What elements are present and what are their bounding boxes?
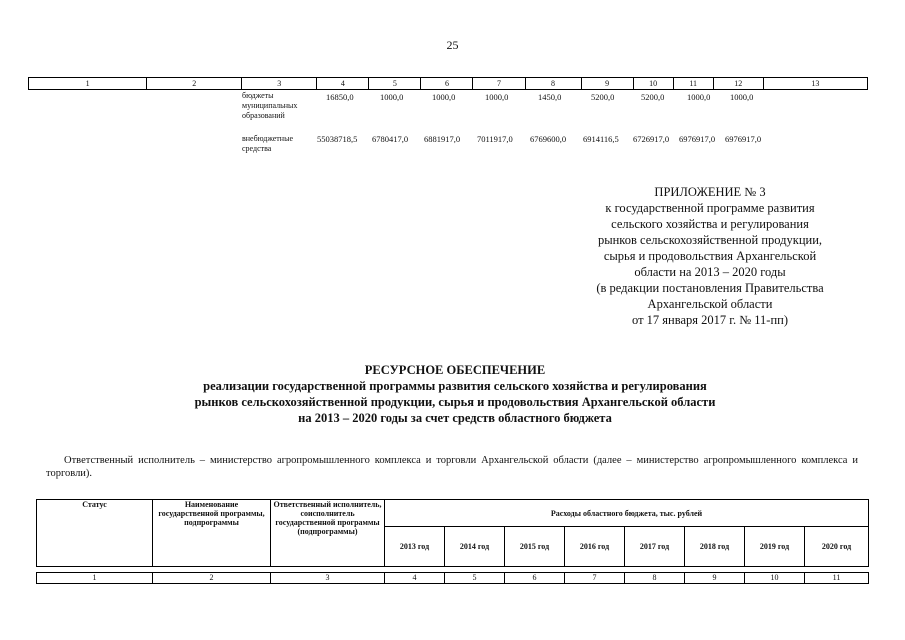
responsible-executor-text: Ответственный исполнитель – министерство агропромышленного комплекса и торговли Архангельской области (далее – министерство агропромышленного комплекса и торговли). (46, 455, 858, 479)
col-number-cell: 1 (29, 78, 147, 90)
table-cell-value: 5200,0 (591, 92, 615, 102)
appendix-line: Архангельской области (647, 297, 773, 311)
col-number-cell: 5 (445, 573, 505, 584)
col-number-cell: 4 (317, 78, 369, 90)
col-number-cell: 7 (565, 573, 625, 584)
table-cell-value: 6780417,0 (372, 134, 409, 144)
header-year: 2014 год (445, 527, 505, 567)
col-number-cell: 2 (153, 573, 271, 584)
col-number-cell: 4 (385, 573, 445, 584)
appendix-line: (в редакции постановления Правительства (596, 281, 824, 295)
table-cell-value: 1000,0 (432, 92, 456, 102)
col-number-cell: 2 (147, 78, 242, 90)
col-number-cell: 12 (713, 78, 763, 90)
table-cell-value: 7011917,0 (477, 134, 513, 144)
col-number-cell: 13 (763, 78, 867, 90)
header-status: Статус (37, 500, 153, 567)
col-number-cell: 10 (633, 78, 673, 90)
table-cell-value: 1450,0 (538, 92, 562, 102)
table-cell-value: 55038718,5 (317, 134, 358, 144)
header-executor: Ответственный исполнитель, соисполнитель государственной программы (подпрограммы) (271, 500, 385, 567)
col-number-cell: 11 (673, 78, 713, 90)
appendix-line: сырья и продовольствия Архангельской (603, 249, 817, 263)
appendix-line: области на 2013 – 2020 годы (634, 265, 786, 279)
table-cell-value: 6976917,0 (725, 134, 762, 144)
appendix-line: рынков сельскохозяйственной продукции, (597, 233, 823, 247)
resource-table-header (36, 499, 869, 567)
col-number-cell: 1 (37, 573, 153, 584)
col-number-cell: 3 (242, 78, 317, 90)
row-label-extrabudgetary: внебюджетные средства (242, 134, 293, 153)
table-cell-value: 6976917,0 (679, 134, 716, 144)
table-cell-value: 6726917,0 (633, 134, 670, 144)
header-year: 2013 год (385, 527, 445, 567)
resource-table-column-numbers (36, 572, 869, 584)
appendix-line: к государственной программе развития (605, 201, 815, 215)
title-line: реализации государственной программы развития сельского хозяйства и регулирования (203, 379, 707, 393)
header-year: 2015 год (505, 527, 565, 567)
header-year: 2018 год (685, 527, 745, 567)
appendix-block (535, 184, 885, 328)
header-year: 2016 год (565, 527, 625, 567)
table-cell-value: 1000,0 (485, 92, 509, 102)
table-cell-value: 6914116,5 (583, 134, 619, 144)
page-number: 25 (446, 38, 459, 52)
col-number-cell: 9 (685, 573, 745, 584)
col-number-cell: 5 (369, 78, 421, 90)
table-cell-value: 6769600,0 (530, 134, 567, 144)
col-number-cell: 6 (505, 573, 565, 584)
col-number-cell: 7 (473, 78, 525, 90)
continuation-table-header (28, 77, 868, 90)
title-line: РЕСУРСНОЕ ОБЕСПЕЧЕНИЕ (364, 363, 546, 377)
title-line: рынков сельскохозяйственной продукции, сырья и продовольствия Архангельской области (194, 395, 716, 409)
table-cell-value: 1000,0 (380, 92, 404, 102)
col-number-cell: 8 (625, 573, 685, 584)
header-program-name: Наименование государственной программы, подпрограммы (153, 500, 271, 567)
table-cell-value: 6881917,0 (424, 134, 461, 144)
table-cell-value: 1000,0 (730, 92, 754, 102)
col-number-cell: 3 (271, 573, 385, 584)
title-line: на 2013 – 2020 годы за счет средств областного бюджета (298, 411, 612, 425)
header-year: 2019 год (745, 527, 805, 567)
header-spending: Расходы областного бюджета, тыс. рублей (385, 500, 869, 527)
appendix-line: от 17 января 2017 г. № 11-пп) (631, 313, 789, 327)
col-number-cell: 9 (581, 78, 633, 90)
table-cell-value: 5200,0 (641, 92, 665, 102)
appendix-heading: ПРИЛОЖЕНИЕ № 3 (654, 185, 766, 199)
col-number-cell: 10 (745, 573, 805, 584)
document-title (40, 362, 870, 426)
col-number-cell: 8 (525, 78, 581, 90)
col-number-cell: 6 (421, 78, 473, 90)
header-year: 2017 год (625, 527, 685, 567)
appendix-line: сельского хозяйства и регулирования (611, 217, 809, 231)
table-cell-value: 1000,0 (687, 92, 711, 102)
header-year: 2020 год (805, 527, 869, 567)
row-label-municipal: бюджеты муниципальных образований (242, 91, 298, 120)
table-cell-value: 16850,0 (326, 92, 354, 102)
col-number-cell: 11 (805, 573, 869, 584)
